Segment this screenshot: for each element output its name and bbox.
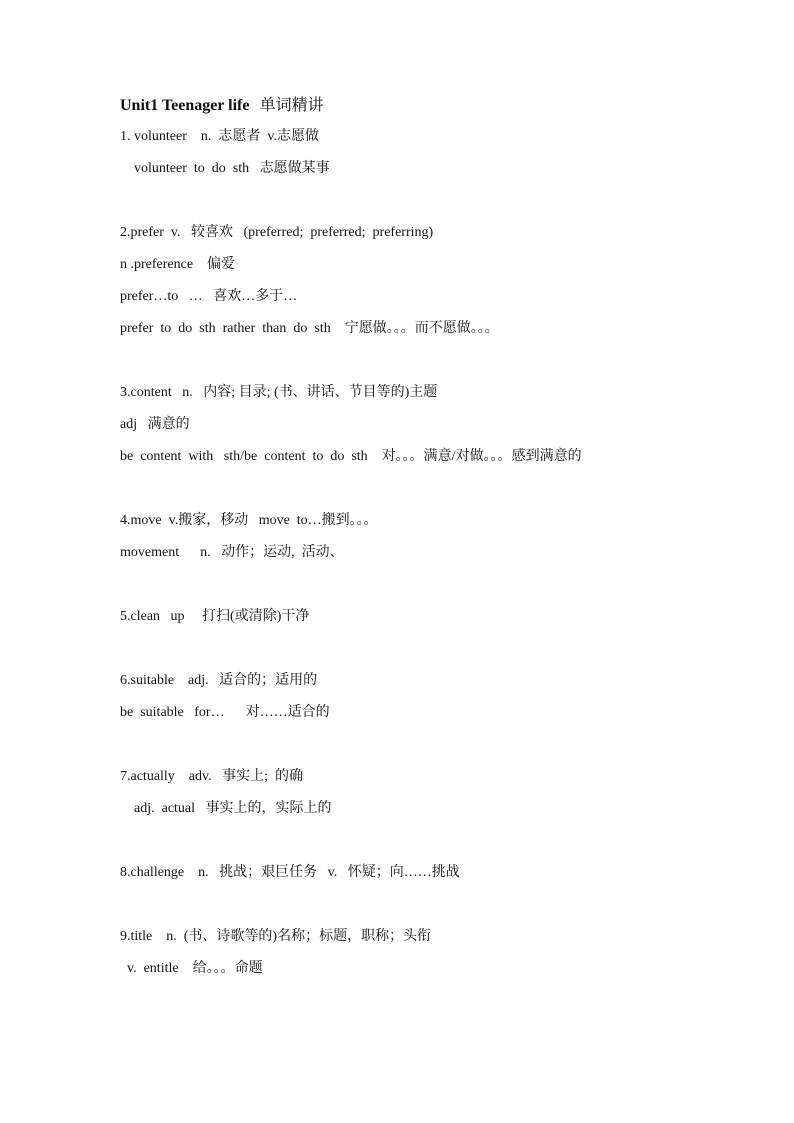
entry-line: 9.title n. (书、诗歌等的)名称；标题，职称；头衔: [120, 929, 432, 944]
entry-line: 7.actually adv. 事实上; 的确: [120, 769, 304, 784]
entry-line: v. entitle 给。。。命题: [120, 961, 263, 976]
entry-line: 2.prefer v. 较喜欢 (preferred; preferred; preferring): [120, 225, 434, 240]
entry-line: prefer to do sth rather than do sth 宁愿做。。。而不愿做。。。: [120, 321, 499, 336]
entry-line: 6.suitable adj. 适合的；适用的: [120, 673, 318, 688]
title-en: Unit1 Teenager life: [120, 97, 250, 114]
document-title: [120, 96, 324, 115]
entry-line: be suitable for… 对……适合的: [120, 705, 330, 720]
entry-line: 8.challenge n. 挑战；艰巨任务 v. 怀疑；向……挑战: [120, 865, 460, 880]
entry-line: volunteer to do sth 志愿做某事: [120, 161, 330, 176]
entry-line: be content with sth/be content to do sth 对。。。满意/对做。。。感到满意的: [120, 449, 582, 464]
entry-line: adj. actual 事实上的，实际上的: [120, 801, 332, 816]
entry-line: 1. volunteer n. 志愿者 v.志愿做: [120, 129, 319, 144]
entry-line: prefer…to … 喜欢…多于…: [120, 289, 298, 304]
entry-line: 3.content n. 内容; 目录; (书、讲话、节目等的)主题: [120, 385, 438, 400]
entry-line: 5.clean up 打扫(或清除)干净: [120, 609, 310, 624]
title-cn: 单词精讲: [249, 95, 324, 114]
entry-line: 4.move v.搬家，移动 move to…搬到。。。: [120, 513, 378, 528]
entry-line: movement n. 动作；运动, 活动、: [120, 545, 344, 560]
entry-line: n .preference 偏爱: [120, 257, 236, 272]
entry-line: adj 满意的: [120, 417, 190, 432]
